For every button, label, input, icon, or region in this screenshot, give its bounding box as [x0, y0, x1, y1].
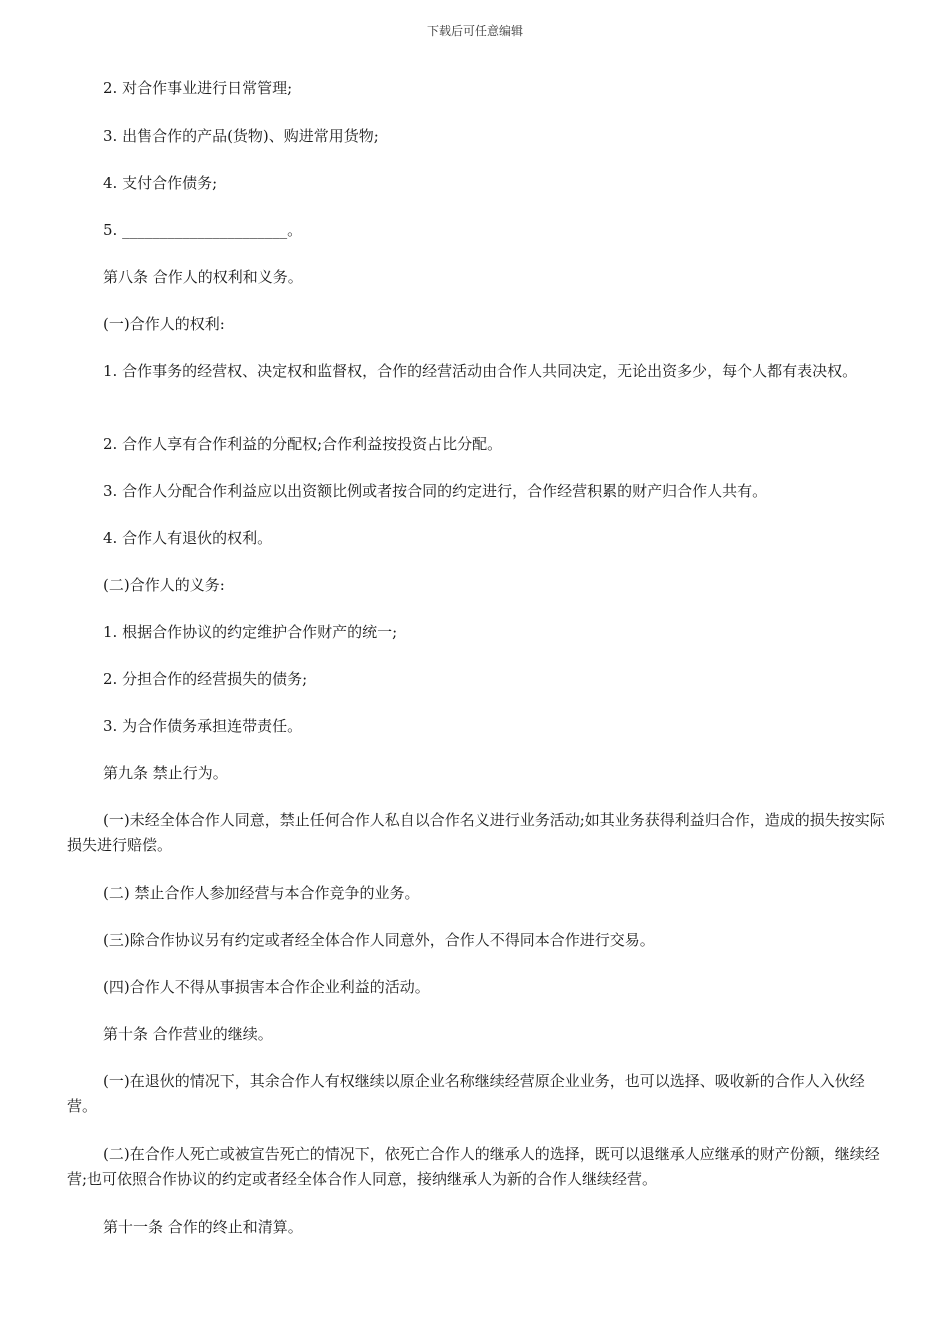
- paragraph: 1. 合作事务的经营权、决定权和监督权，合作的经营活动由合作人共同决定，无论出资多少，每个人都有表决权。: [103, 362, 858, 380]
- page-header: 下载后可任意编辑: [426, 24, 523, 38]
- paragraph: 4. 支付合作债务;: [103, 174, 218, 192]
- paragraph: 2. 对合作事业进行日常管理;: [103, 79, 293, 97]
- paragraph: 3. 合作人分配合作利益应以出资额比例或者按合同的约定进行，合作经营积累的财产归合作人共有。: [103, 482, 768, 500]
- paragraph: 2. 分担合作的经营损失的债务;: [103, 670, 308, 688]
- paragraph: 3. 出售合作的产品(货物)、购进常用货物;: [103, 127, 379, 145]
- paragraph: (一)合作人的权利:: [103, 315, 225, 333]
- section-heading: 第八条 合作人的权利和义务。: [103, 268, 303, 286]
- section-heading: 第九条 禁止行为。: [103, 764, 228, 782]
- paragraph: (三)除合作协议另有约定或者经全体合作人同意外，合作人不得同本合作进行交易。: [103, 931, 655, 949]
- section-heading: 第十一条 合作的终止和清算。: [103, 1218, 303, 1236]
- paragraph: (二)合作人的义务:: [103, 576, 225, 594]
- paragraph: (二) 禁止合作人参加经营与本合作竞争的业务。: [103, 884, 420, 902]
- paragraph: (一)未经全体合作人同意，禁止任何合作人私自以合作名义进行业务活动;如其业务获得利益归合作，造成的损失按实际损失进行赔偿。: [67, 811, 885, 854]
- paragraph: (四)合作人不得从事损害本合作企业利益的活动。: [103, 978, 430, 996]
- paragraph: 2. 合作人享有合作利益的分配权;合作利益按投资占比分配。: [103, 435, 503, 453]
- paragraph: (一)在退伙的情况下，其余合作人有权继续以原企业名称继续经营原企业业务，也可以选择、吸收新的合作人入伙经营。: [67, 1072, 865, 1115]
- paragraph: 4. 合作人有退伙的权利。: [103, 529, 273, 547]
- paragraph: (二)在合作人死亡或被宣告死亡的情况下，依死亡合作人的继承人的选择，既可以退继承人应继承的财产份额，继续经营;也可依照合作协议的约定或者经全体合作人同意，接纳继承人为新的合作人继续经营。: [67, 1145, 880, 1188]
- paragraph: 3. 为合作债务承担连带责任。: [103, 717, 303, 735]
- section-heading: 第十条 合作营业的继续。: [103, 1025, 273, 1043]
- paragraph: 5. ______________________。: [103, 221, 303, 239]
- paragraph: 1. 根据合作协议的约定维护合作财产的统一;: [103, 623, 398, 641]
